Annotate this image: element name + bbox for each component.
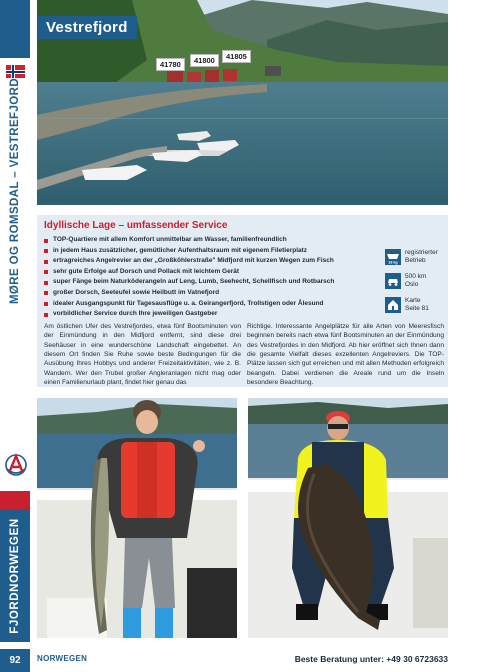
distance-place: Oslo <box>405 281 419 288</box>
footer-hotline: Beste Beratung unter: +49 30 6723633 <box>294 654 448 664</box>
hero-title: Vestrefjord <box>38 16 137 39</box>
house-number-label: 41780 <box>156 58 185 71</box>
boy-with-fish-image <box>37 398 237 638</box>
region-vertical-label: MØRE OG ROMSDAL – VESTREFJORD <box>9 77 21 305</box>
house-number-label: 41805 <box>222 50 251 63</box>
map-label: Karte <box>405 297 421 304</box>
registered-label: registrierter Betrieb <box>405 249 438 264</box>
man-with-halibut-image <box>248 398 448 638</box>
distance-info <box>385 273 426 289</box>
section-tab <box>0 509 30 642</box>
angelreisen-logo-icon <box>4 452 28 480</box>
feature-item: idealer Ausgangspunkt für Tagesausflüge u. a. Geirangerfjord, Trollstigen oder Ålesund <box>44 299 384 310</box>
info-panel-title: Idyllische Lage – umfassender Service <box>44 220 228 231</box>
map-reference <box>385 297 429 313</box>
registered-scale-icon <box>385 249 401 265</box>
footer-country: NORWEGEN <box>37 654 88 663</box>
house-map-icon <box>385 297 401 313</box>
page-number: 92 <box>0 649 30 672</box>
feature-item: TOP-Quartiere mit allem Komfort unmittelbar am Wasser, familienfreundlich <box>44 235 384 246</box>
feature-item: in jedem Haus zusätzlicher, gemütlicher Aufenthaltsraum mit eigenem Filetierplatz <box>44 246 384 257</box>
distance-value: 500 km <box>405 273 427 280</box>
feature-item: ertragreiches Angelrevier an der „Großköhlerstraße" Midfjord mit kurzen Wegen zum Fisch <box>44 256 384 267</box>
feature-list <box>44 235 384 320</box>
distance-text <box>405 273 426 289</box>
body-text-right: Richtige. Interessante Angelplätze für alle Arten von Meeresfisch beginnen bereits nach etwa fünf Bootsminuten an der Einmündung des Vestrefjordes in den Midfjord. Ab hier eröffnet sich Ihnen dann die gesamte Vielfalt dieses exzellenten Angelreviers. Die TOP-Plätze lassen sich gut erreichen und mit allen Methoden erfolgreich beangeln. Dabei verdienen die Areale rund um die Inseln besondere Beachtung. <box>247 323 444 387</box>
section-vertical-label: FJORDNORWEGEN <box>9 517 21 634</box>
feature-item: vorbildlicher Service durch Ihre jeweiligen Gastgeber <box>44 309 384 320</box>
feature-item: großer Dorsch, Seeteufel sowie Heilbutt im Vatnefjord <box>44 288 384 299</box>
house-number-label: 41800 <box>190 54 219 67</box>
car-icon <box>385 273 401 289</box>
feature-item: sehr gute Erfolge auf Dorsch und Pollack mit leichtem Gerät <box>44 267 384 278</box>
registered-business-badge <box>385 249 449 265</box>
map-text <box>405 297 429 313</box>
feature-item: super Fänge beim Naturköderangeln auf Leng, Lumb, Seehecht, Schellfisch und Rotbarsch <box>44 277 384 288</box>
norway-flag-icon <box>6 65 25 78</box>
side-bar-top-block <box>0 0 30 58</box>
photo-boy-with-catch <box>37 398 237 638</box>
photo-man-with-halibut <box>248 398 448 638</box>
info-panel <box>37 215 448 387</box>
map-page: Seite 81 <box>405 305 429 312</box>
side-bar-red-accent <box>0 491 30 509</box>
body-text-left: Am östlichen Ufer des Vestrefjordes, etwa fünf Bootsminuten von der Einmündung in den Midfjord entfernt, sind diese drei Seehäuser in eine wunderschöne Landschaft eingebettet. An diesem Ort finden Sie Ruhe sowie beste Bedingungen für die Ausübung Ihres Hobbys und anderer Freizeitaktivitäten, wie z. B. Wandern. Wer den Trubel großer Angleranlagen nicht mag oder einen Familienurlaub plant, findet hier genau das <box>44 323 241 387</box>
region-vertical-label-wrap <box>5 77 25 305</box>
registered-badge-text: 18 kg <box>388 260 398 265</box>
side-bar <box>0 0 30 672</box>
